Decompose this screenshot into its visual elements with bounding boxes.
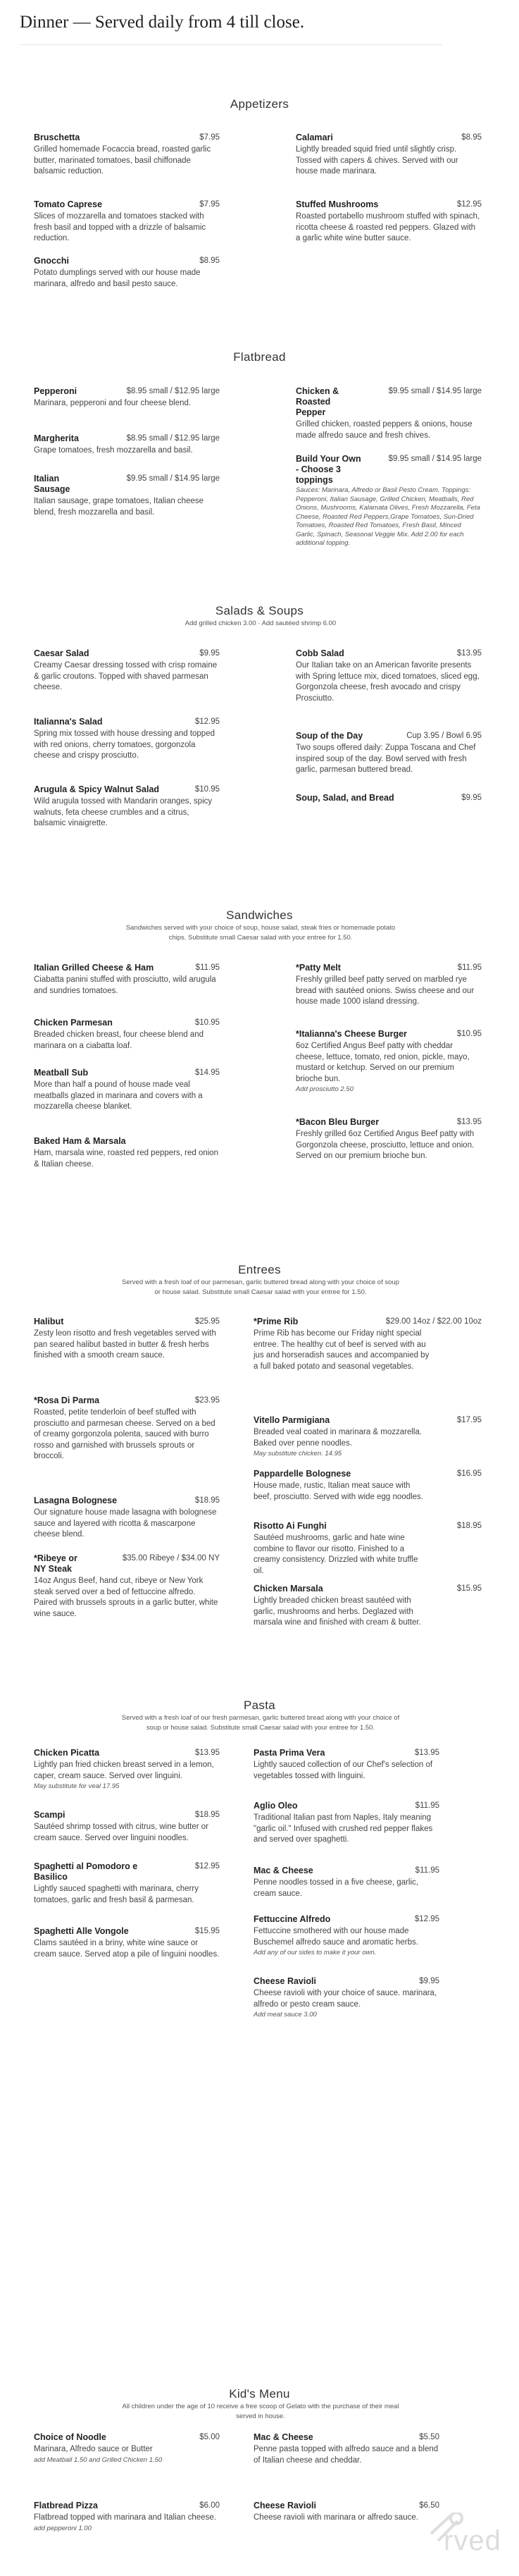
item-description: House made, rustic, Italian meat sauce with beef, prosciutto. Served with wide egg noodles.	[254, 1481, 424, 1501]
menu-item	[296, 731, 482, 776]
item-name: Flatbread Pizza	[34, 2501, 98, 2510]
item-description: Zesty leon risotto and fresh vegetables served with pan seared halibut basted in butter & fresh herbs finished with a smooth cream sauce.	[34, 1329, 216, 1360]
item-name: Halibut	[34, 1317, 64, 1326]
item-name: Vitello Parmigiana	[254, 1415, 330, 1425]
menu-item	[34, 133, 220, 178]
menu-item	[34, 784, 220, 830]
menu-item	[296, 963, 482, 1008]
item-name: Arugula & Spicy Walnut Salad	[34, 784, 160, 794]
item-price: $18.95	[194, 1496, 220, 1505]
item-description: Breaded chicken breast, four cheese blend and marinara on a ciabatta loaf.	[34, 1030, 204, 1050]
item-description: Penne noodles tossed in a five cheese, garlic, cream sauce.	[254, 1878, 418, 1898]
menu-item	[34, 1861, 220, 1906]
item-name: Mac & Cheese	[254, 1866, 313, 1875]
item-description: Cheese ravioli with your choice of sauce. marinara, alfredo or pesto cream sauce.	[254, 1989, 437, 2009]
item-name: Margherita	[34, 433, 79, 443]
menu-item	[34, 433, 220, 457]
menu-item	[34, 1018, 220, 1052]
menu-item	[34, 1926, 220, 1960]
menu-item	[34, 648, 220, 694]
menu-item	[34, 1395, 220, 1462]
item-price: $6.50	[419, 2501, 439, 2510]
item-note: add Meatball 1.50 and Grilled Chicken 1.50	[34, 2455, 163, 2464]
item-description: Penne pasta topped with alfredo sauce and a blend of Italian cheese and cheddar.	[254, 2445, 439, 2465]
item-description: Lightly pan fried chicken breast served in a lemon, caper, cream sauce. Served over linguini.	[34, 1761, 214, 1780]
item-price: $9.95 small / $14.95 large	[388, 455, 482, 463]
item-price: $13.95	[456, 649, 482, 658]
item-name: Italian Sausage	[34, 474, 70, 494]
section-title-appetizers: Appetizers	[230, 97, 289, 111]
item-name: Tomato Caprese	[34, 199, 103, 209]
item-note: May substitute chicken. 14.95	[254, 1450, 342, 1458]
item-name: Mac & Cheese	[254, 2432, 313, 2442]
section-title-salads: Salads & Soups	[215, 604, 304, 617]
menu-item	[296, 793, 482, 803]
section-title-flatbread: Flatbread	[233, 350, 286, 364]
item-name: Cheese Ravioli	[254, 1976, 316, 1986]
item-price: $8.95 small / $12.95 large	[126, 387, 220, 395]
item-name: Lasagna Bolognese	[34, 1496, 118, 1505]
menu-item	[34, 256, 220, 290]
title-divider	[20, 44, 442, 45]
item-description: Freshly grilled beef patty served on marbled rye bread with sautéed onions. Swiss cheese and our house made 1000 island dressing.	[296, 975, 475, 1006]
menu-item	[254, 2432, 439, 2466]
item-description: Ciabatta panini stuffed with prosciutto, wild arugula and sundries tomatoes.	[34, 975, 216, 995]
menu-item	[254, 1748, 439, 1782]
menu-item	[296, 1117, 482, 1162]
item-description: Traditional Italian past from Naples, Italy meaning "garlic oil." Infused with crushed red pepper flakes and served over spaghetti.	[254, 1813, 433, 1844]
menu-item	[34, 963, 220, 997]
item-price: $8.95	[461, 133, 482, 142]
section-note-salads: Add grilled chicken 3.00 · Add sautéed shrimp 6.00	[185, 620, 337, 627]
item-price: $9.95	[419, 1977, 439, 1985]
item-name: Chicken Marsala	[254, 1584, 323, 1594]
section-title-sandwiches: Sandwiches	[226, 908, 293, 922]
item-name: Soup, Salad, and Bread	[296, 793, 394, 803]
item-description: Grape tomatoes, fresh mozzarella and basil.	[34, 446, 193, 455]
item-name: Gnocchi	[34, 256, 70, 266]
item-note: add pepperoni 1.00	[34, 2524, 92, 2532]
item-description: Wild arugula tossed with Mandarin oranges, spicy walnuts, feta cheese crumbles and a citrus, balsamic vinaigrette.	[34, 797, 213, 827]
menu-item	[254, 1415, 482, 1459]
item-name: Pappardelle Bolognese	[254, 1469, 351, 1479]
item-price: $16.95	[456, 1469, 482, 1478]
section-title-kids: Kid's Menu	[229, 2387, 290, 2401]
item-description: Our Italian take on an American favorite presents with Spring lettuce mix, diced tomatoes, sliced egg, Gorgonzola cheese, fresh avocado and crispy Prosciutto.	[296, 661, 480, 703]
item-name: Chicken & Roasted Pepper	[296, 386, 339, 417]
item-name: Italianna's Salad	[34, 717, 103, 727]
item-price: $29.00 14oz / $22.00 10oz	[385, 1317, 482, 1326]
item-price: $8.95 small / $12.95 large	[126, 434, 220, 443]
item-description: Grilled chicken, roasted peppers & onions, house made alfredo sauce and fresh chives.	[296, 420, 473, 440]
item-description: Sautéed mushrooms, garlic and hate wine combine to flavor our risotto. Finished to a creamy consistency. Drizzled with white truffle oil.	[254, 1534, 418, 1575]
item-note: Add meat sauce 3.00	[254, 2011, 317, 2019]
item-price: $15.95	[456, 1584, 482, 1593]
item-price: $10.95	[456, 1030, 482, 1038]
item-description: Lightly sauced spaghetti with marinara, cherry tomatoes, garlic and fresh basil & parmesan.	[34, 1885, 199, 1904]
item-description: Fettuccine smothered with our house made Buschemel alfredo sauce and aromatic herbs.	[254, 1927, 418, 1947]
item-description: Clams sautéed in a briny, white wine sauce or cream sauce. Served atop a pile of linguini noodles.	[34, 1939, 220, 1959]
item-price: $12.95	[456, 200, 482, 209]
item-note: Sauces: Marinara, Alfredo or Basil Pesto Cream. Toppings: Pepperoni, Italian Sausage, Grilled Chicken, Meatballs, Red Onions, Mushrooms, Kalamata Olives, Fresh Mozzarella, Feta Cheese, Roasted Red Peppers,Grape Tomatoes, Sun-Dried Tomatoes, Roasted Red Tomatoes, Fresh Basil, Minced Garlic, Spinach, Seasonal Veggie Mix. Add 2.00 for each additional topping.	[296, 486, 480, 547]
menu-item	[34, 1748, 220, 1792]
item-price: $18.95	[194, 1811, 220, 1819]
item-price: $11.95	[457, 963, 482, 972]
item-name: Scampi	[34, 1810, 65, 1820]
item-description: Cheese ravioli with marinara or alfredo sauce.	[254, 2513, 418, 2522]
item-price: $18.95	[456, 1522, 482, 1530]
item-price: $8.95	[199, 257, 220, 265]
menu-item	[296, 133, 482, 178]
item-price: $9.95	[461, 794, 482, 802]
item-description: Sautéed shrimp tossed with citrus, wine butter or cream sauce. Served over linguini noodles.	[34, 1823, 209, 1842]
item-description: 14oz Angus Beef, hand cut, ribeye or New York steak served over a bed of fettuccine alfredo. Paired with brussels sprouts in a garlic butter, white wine sauce.	[34, 1577, 218, 1618]
section-note-pasta: Served with a fresh loaf of our fresh parmesan, garlic buttered bread along with your choice of soup or house salad. Substitute small Caesar salad with your entree for 1.50.	[121, 1714, 400, 1732]
item-name: Cobb Salad	[296, 648, 344, 658]
item-price: $11.95	[415, 1866, 439, 1875]
item-name: Build Your Own - Choose 3 toppings	[296, 454, 361, 485]
menu-item	[34, 199, 220, 245]
item-description: Freshly grilled 6oz Certified Angus Beef patty with Gorgonzola cheese, prosciutto, lettuce and onion. Served on our premium brioche bun.	[296, 1130, 475, 1160]
item-name: Cheese Ravioli	[254, 2501, 316, 2510]
page-title: Dinner — Served daily from 4 till close.	[20, 13, 305, 32]
menu-item	[254, 1801, 439, 1846]
item-note: Add prosciutto 2.50	[296, 1085, 354, 1093]
section-note-kids: All children under the age of 10 receive a free scoop of Gelato with the purchase of their meal served in house.	[122, 2403, 399, 2420]
menu-item	[296, 1029, 482, 1095]
item-price: $6.00	[199, 2501, 220, 2510]
item-name: Stuffed Mushrooms	[296, 199, 379, 209]
item-description: Our signature house made lasagna with bolognese sauce and layered with ricotta & mascarpone cheese blend.	[34, 1508, 217, 1539]
item-name: *Italianna's Cheese Burger	[296, 1029, 407, 1039]
item-price: $10.95	[194, 1018, 220, 1027]
item-price: $9.95 small / $14.95 large	[388, 387, 482, 395]
item-name: Pasta Prima Vera	[254, 1748, 325, 1758]
watermark-logo	[423, 2513, 514, 2568]
item-name: *Rosa Di Parma	[34, 1395, 100, 1405]
item-description: Two soups offered daily: Zuppa Toscana and Chef inspired soup of the day. Bowl served with fresh garlic, parmesan buttered bread.	[296, 744, 476, 774]
menu-item	[34, 2501, 220, 2533]
menu-item	[254, 1866, 439, 1899]
item-price: $15.95	[194, 1927, 220, 1935]
menu-item	[34, 1553, 220, 1620]
menu-item	[34, 1496, 220, 1541]
item-name: Caesar Salad	[34, 648, 89, 658]
item-name: Fettuccine Alfredo	[254, 1914, 331, 1924]
item-name: Risotto Ai Funghi	[254, 1521, 327, 1531]
menu-item	[34, 1068, 220, 1113]
item-description: 6oz Certified Angus Beef patty with cheddar cheese, lettuce, tomato, red onion, pickle, mayo, mustard or ketchup. Served on our premium brioche bun.	[296, 1042, 470, 1083]
item-name: *Ribeye or NY Steak	[34, 1553, 77, 1574]
menu-item	[296, 199, 482, 245]
item-description: Grilled homemade Focaccia bread, roasted garlic butter, marinated tomatoes, basil chiffonade balsamic reduction.	[34, 145, 211, 175]
menu-item	[254, 1914, 439, 1958]
menu-item	[34, 474, 220, 518]
item-price: $9.95	[199, 649, 220, 658]
item-price: $11.95	[195, 963, 220, 972]
item-name: Pepperoni	[34, 386, 77, 396]
item-name: *Prime Rib	[254, 1317, 299, 1326]
item-name: Spaghetti Alle Vongole	[34, 1926, 129, 1936]
item-price: $25.95	[194, 1317, 220, 1326]
item-price: $13.95	[456, 1118, 482, 1126]
item-name: Bruschetta	[34, 133, 80, 142]
item-price: $13.95	[194, 1749, 220, 1757]
item-name: Meatball Sub	[34, 1068, 89, 1078]
item-price: $10.95	[194, 785, 220, 794]
menu-item	[254, 1584, 482, 1629]
menu-item	[34, 1810, 220, 1844]
item-price: $12.95	[194, 717, 220, 726]
item-price: $5.00	[199, 2433, 220, 2441]
item-description: Potato dumplings served with our house made marinara, alfredo and basil pesto sauce.	[34, 269, 201, 288]
menu-item	[254, 1976, 439, 2020]
section-title-entrees: Entrees	[238, 1263, 281, 1276]
item-description: Creamy Caesar dressing tossed with crisp romaine & garlic croutons. Topped with shaved parmesan cheese.	[34, 661, 218, 691]
item-price: $5.50	[419, 2433, 439, 2441]
section-note-sandwiches: Sandwiches served with your choice of soup, house salad, steak fries or homemade potato chips. Substitute small Caesar salad with your entree for 1.50.	[125, 924, 396, 942]
menu-item	[254, 1317, 482, 1372]
menu-item	[296, 386, 482, 441]
item-name: Choice of Noodle	[34, 2432, 106, 2442]
item-price: $12.95	[194, 1862, 220, 1871]
item-description: Roasted, petite tenderloin of beef stuffed with prosciutto and parmesan cheese. Served on a bed of creamy gorgonzola polenta, sauced with burro rosso and garnished with brussels sprouts or broccoli.	[34, 1408, 215, 1460]
item-description: Roasted portabello mushroom stuffed with spinach, ricotta cheese & roasted red peppers. Glazed with a garlic white wine butter sauce.	[296, 212, 480, 242]
item-note: May substitute for veal 17.95	[34, 1782, 120, 1790]
watermark-text: rved	[444, 2525, 501, 2556]
item-description: Spring mix tossed with house dressing and topped with red onions, cherry tomatoes, gorgonzola cheese and crispy prosciutto.	[34, 729, 215, 760]
menu-item	[34, 386, 220, 409]
menu-item	[254, 1469, 482, 1503]
item-price: $13.95	[414, 1749, 439, 1757]
item-name: Spaghetti al Pomodoro e Basilico	[34, 1861, 138, 1882]
item-price: $14.95	[194, 1068, 220, 1077]
menu-item	[254, 2501, 439, 2524]
item-description: Flatbread topped with marinara and Italian cheese.	[34, 2513, 216, 2522]
item-name: Chicken Parmesan	[34, 1018, 113, 1028]
item-name: Soup of the Day	[296, 731, 363, 741]
item-price: $7.95	[199, 200, 220, 209]
menu-item	[34, 1317, 220, 1362]
item-description: Lightly breaded chicken breast sautéed with garlic, mushrooms and herbs. Deglazed with marsala wine and finished with cream & butter.	[254, 1596, 421, 1627]
menu-item	[34, 2432, 220, 2465]
item-price: $17.95	[456, 1416, 482, 1424]
item-note: Add any of our sides to make it your own.	[254, 1949, 377, 1956]
item-name: Baked Ham & Marsala	[34, 1136, 126, 1146]
item-description: Marinara, Alfredo sauce or Butter	[34, 2445, 153, 2453]
item-name: Aglio Oleo	[254, 1801, 298, 1811]
item-name: *Bacon Bleu Burger	[296, 1117, 380, 1127]
menu-item	[296, 454, 482, 548]
menu-item	[254, 1521, 482, 1577]
item-description: More than half a pound of house made veal meatballs glazed in marinara and covers with a mozzarella cheese blanket.	[34, 1080, 203, 1111]
menu-item	[296, 648, 482, 704]
item-description: Lightly sauced collection of our Chef's selection of vegetables tossed with linguini.	[254, 1761, 433, 1780]
item-price: $23.95	[194, 1396, 220, 1405]
section-note-entrees: Served with a fresh loaf of our parmesan, garlic buttered bread along with your choice of soup or house salad. Substitute small Caesar salad with your entree for 1.50.	[122, 1278, 399, 1296]
item-name: Calamari	[296, 133, 333, 142]
item-description: Lightly breaded squid fried until slightly crisp. Tossed with capers & chives. Served with our house made marinara.	[296, 145, 458, 175]
item-price: Cup 3.95 / Bowl 6.95	[406, 732, 482, 740]
item-description: Ham, marsala wine, roasted red peppers, red onion & Italian cheese.	[34, 1149, 219, 1169]
menu-item	[34, 717, 220, 762]
item-name: Chicken Picatta	[34, 1748, 100, 1758]
menu-item	[34, 1136, 220, 1170]
item-description: Breaded veal coated in marinara & mozzarella. Baked over penne noodles.	[254, 1428, 423, 1448]
item-name: Italian Grilled Cheese & Ham	[34, 963, 154, 973]
item-price: $12.95	[414, 1915, 439, 1923]
item-price: $11.95	[415, 1801, 439, 1810]
item-price: $9.95 small / $14.95 large	[126, 474, 220, 483]
item-price: $35.00 Ribeye / $34.00 NY	[122, 1554, 220, 1563]
item-description: Italian sausage, grape tomatoes, Italian cheese blend, fresh mozzarella and basil.	[34, 497, 204, 517]
item-description: Prime Rib has become our Friday night special entree. The healthy cut of beef is served with au jus and horseradish sauces and accompanied by a full baked potato and seasonal vegetables.	[254, 1329, 430, 1371]
item-name: *Patty Melt	[296, 963, 341, 973]
section-title-pasta: Pasta	[244, 1699, 275, 1712]
item-description: Slices of mozzarella and tomatoes stacked with fresh basil and topped with a drizzle of balsamic reduction.	[34, 212, 206, 242]
item-description: Marinara, pepperoni and four cheese blend.	[34, 399, 192, 407]
item-price: $7.95	[199, 133, 220, 142]
